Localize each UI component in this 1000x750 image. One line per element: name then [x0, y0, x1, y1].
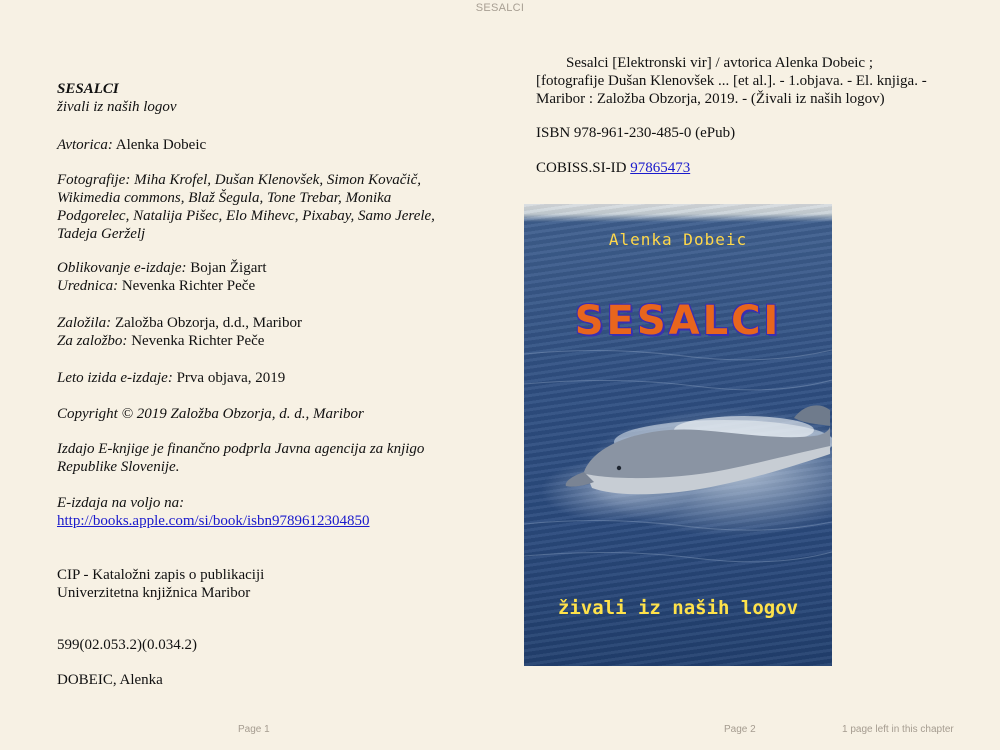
- udc-code: 599(02.053.2)(0.034.2): [57, 637, 197, 653]
- author-entry: DOBEIC, Alenka: [57, 672, 163, 688]
- cobiss-label: COBISS.SI-ID: [536, 160, 627, 176]
- cip-line-1: CIP - Kataložni zapis o publikaciji: [57, 567, 265, 583]
- photos-line-4: Tadeja Gerželj: [57, 226, 146, 242]
- funding-block: [57, 440, 424, 476]
- author-name: Alenka Dobeic: [115, 137, 207, 153]
- photographers-block: [57, 171, 457, 243]
- funding-line-1: Izdajo E-knjige je finančno podprla Javna agencija za knjigo: [57, 441, 425, 457]
- window-title: SESALCI: [475, 2, 525, 14]
- photos-label: Fotografije:: [57, 172, 131, 188]
- availability-label: E-izdaja na voljo na:: [57, 495, 185, 511]
- photos-line-3: Podgorelec, Natalija Pišec, Elo Mihevc, Pixabay, Samo Jerele,: [57, 208, 435, 224]
- design-label: Oblikovanje e-izdaje:: [57, 260, 187, 276]
- year-line: [57, 369, 285, 387]
- record-line-3: Maribor : Založba Obzorja, 2019. - (Živali iz naših logov): [536, 91, 885, 107]
- apple-books-link[interactable]: http://books.apple.com/si/book/isbn9789612304850: [57, 513, 370, 529]
- book-subtitle: živali iz naših logov: [57, 99, 177, 115]
- funding-line-2: Republike Slovenije.: [57, 459, 180, 475]
- publisher-label: Založila:: [57, 315, 112, 331]
- editor-name: Nevenka Richter Peče: [121, 278, 256, 294]
- year-label: Leto izida e-izdaje:: [57, 370, 173, 386]
- year-value: Prva objava, 2019: [176, 370, 286, 386]
- cobiss-line: [536, 159, 690, 177]
- page-number-right: Page 2: [724, 724, 756, 735]
- catalog-record: [536, 54, 956, 108]
- page-number-left: Page 1: [238, 724, 270, 735]
- editor-label: Urednica:: [57, 278, 119, 294]
- chapter-progress: 1 page left in this chapter: [842, 724, 954, 735]
- design-editor-block: [57, 259, 267, 295]
- publisher-name: Založba Obzorja, d.d., Maribor: [114, 315, 302, 331]
- design-name: Bojan Žigart: [190, 260, 267, 276]
- availability-block: [57, 494, 370, 530]
- for-publisher-label: Za založbo:: [57, 333, 128, 349]
- publisher-block: [57, 314, 302, 350]
- cip-block: [57, 566, 264, 602]
- author-label: Avtorica:: [57, 137, 113, 153]
- cip-line-2: Univerzitetna knjižnica Maribor: [57, 585, 251, 601]
- record-line-2: [fotografije Dušan Klenovšek ... [et al.]. - 1.objava. - El. knjiga. -: [536, 73, 927, 89]
- cover-title: SESALCI: [574, 298, 782, 344]
- record-line-1: Sesalci [Elektronski vir] / avtorica Alenka Dobeic ;: [566, 55, 873, 71]
- author-line: [57, 136, 206, 154]
- book-title-block: [57, 80, 177, 116]
- left-page: [57, 0, 457, 750]
- isbn-line: ISBN 978-961-230-485-0 (ePub): [536, 125, 736, 141]
- photos-line-1: Miha Krofel, Dušan Klenovšek, Simon Kovačič,: [134, 172, 421, 188]
- book-title: SESALCI: [57, 81, 119, 97]
- copyright-line: Copyright © 2019 Založba Obzorja, d. d., Maribor: [57, 406, 364, 422]
- cover-author: Alenka Dobeic: [608, 230, 748, 249]
- cover-subtitle: živali iz naših logov: [557, 597, 799, 619]
- photos-line-2: Wikimedia commons, Blaž Šegula, Tone Trebar, Monika: [57, 190, 392, 206]
- for-publisher-name: Nevenka Richter Peče: [131, 333, 265, 349]
- book-cover-image: [524, 204, 832, 666]
- cobiss-id-link[interactable]: 97865473: [630, 160, 691, 176]
